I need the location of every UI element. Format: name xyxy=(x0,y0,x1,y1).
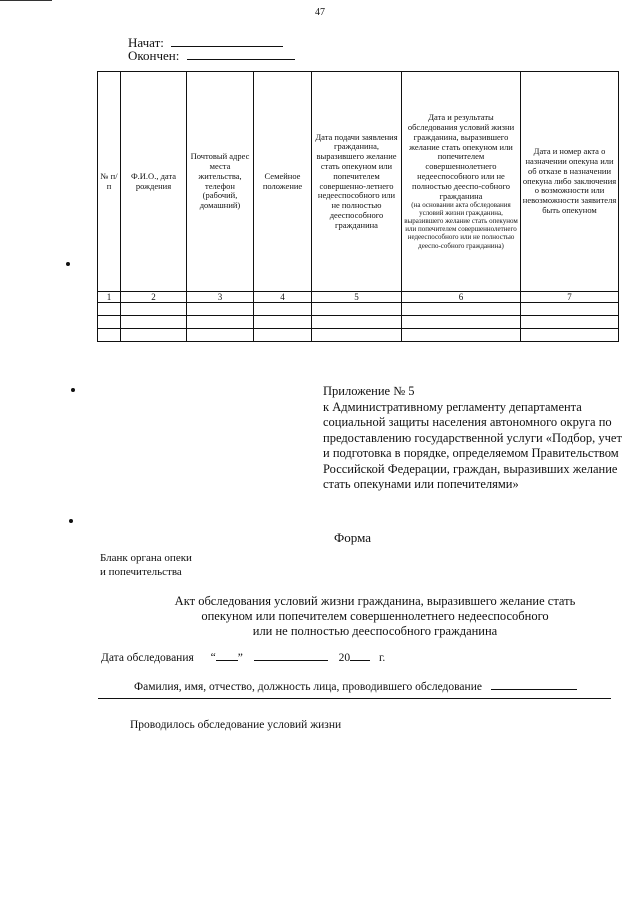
survey-date-line xyxy=(101,648,385,664)
finished-fill-line xyxy=(187,47,295,60)
month-fill-line xyxy=(254,648,328,661)
survey-date-label: Дата обследования xyxy=(101,652,194,664)
table-row-empty xyxy=(98,316,619,329)
top-rule xyxy=(0,0,52,1)
scan-dot xyxy=(71,388,75,392)
act-title-line-1: Акт обследования условий жизни гражданина, выразившего желание стать xyxy=(174,594,576,608)
started-label: Начат: xyxy=(128,35,164,50)
table-row-empty xyxy=(98,329,619,342)
close-quote: ” xyxy=(237,652,243,664)
column-number: 6 xyxy=(402,292,521,303)
act-title-line-2: опекуном или попечителем совершеннолетнего недееспособного xyxy=(201,609,549,623)
header-col-4: Семейное положение xyxy=(254,72,312,292)
header-col-1: № п/п xyxy=(98,72,121,292)
column-number: 4 xyxy=(254,292,312,303)
header-col-7: Дата и номер акта о назначении опекуна или об отказе в назначении опекуна либо заключения о возможности или невозможности заявителя быть опекуном xyxy=(521,72,619,292)
day-fill-line xyxy=(216,648,238,661)
blank-org-line-1: Бланк органа опеки xyxy=(100,552,192,564)
act-title xyxy=(110,594,640,639)
conducted-label: Проводилось обследование условий жизни xyxy=(130,719,342,731)
page-number: 47 xyxy=(315,7,325,18)
year-fill-line xyxy=(350,648,370,661)
column-number: 3 xyxy=(187,292,254,303)
column-number-row xyxy=(98,292,619,303)
column-number: 7 xyxy=(521,292,619,303)
appendix-block xyxy=(323,384,623,493)
table-header-row xyxy=(98,72,619,292)
form-label: Форма xyxy=(334,530,371,545)
header-col-5: Дата подачи заявления гражданина, выразившего желание стать опекуном или попечителем совершенно-летнего недееспособного или не полностью дееспособного гражданина xyxy=(312,72,402,292)
scan-dot xyxy=(66,262,70,266)
fio-field xyxy=(134,677,577,693)
column-number: 5 xyxy=(312,292,402,303)
header-col-6: Дата и результаты обследования условий жизни гражданина, выразившего желание стать опекуном или попечителем совершеннолетнего недееспособного или не полностью дееспо-собного гражданина (на основании акта обследования условий жизни гражданина, выразившего желание стать опекуном или попечителем совершеннолетнего недееспособного или не полностью дееспо-собного гражданина) xyxy=(402,72,521,292)
fio-continuation-line xyxy=(98,698,611,699)
registry-table xyxy=(97,71,619,342)
header-col-6-note: (на основании акта обследования условий жизни гражданина, выразившего желание стать опекуном или попечителем совершеннолетнего недееспособного или не полностью дееспо-собного гражданина) xyxy=(404,201,518,250)
act-title-line-3: или не полностью дееспособного гражданина xyxy=(252,624,498,638)
table-row-empty xyxy=(98,303,619,316)
finished-field xyxy=(128,47,295,64)
blank-org xyxy=(100,551,192,579)
finished-label: Окончен: xyxy=(128,48,180,63)
column-number: 2 xyxy=(121,292,187,303)
header-col-2: Ф.И.О., дата рождения xyxy=(121,72,187,292)
column-number: 1 xyxy=(98,292,121,303)
blank-org-line-2: и попечительства xyxy=(100,566,182,578)
year-prefix: 20 xyxy=(338,652,351,664)
appendix-text: к Административному регламенту департамента социальной защиты населения автономного округа по предоставлению государственной услуги «Подбор, учет и подготовка в порядке, определяемом Правительством Российской Федерации, граждан, выразивших желание стать опекунами или попечителями» xyxy=(323,399,622,491)
year-suffix: г. xyxy=(379,652,386,664)
header-col-3: Почтовый адрес места жительства, телефон (рабочий, домашний) xyxy=(187,72,254,292)
appendix-title: Приложение № 5 xyxy=(323,384,415,398)
fio-fill-line xyxy=(491,677,577,690)
started-fill-line xyxy=(171,34,283,47)
scan-dot xyxy=(69,519,73,523)
fio-label: Фамилия, имя, отчество, должность лица, проводившего обследование xyxy=(134,681,482,693)
open-quote: “ xyxy=(210,652,216,664)
